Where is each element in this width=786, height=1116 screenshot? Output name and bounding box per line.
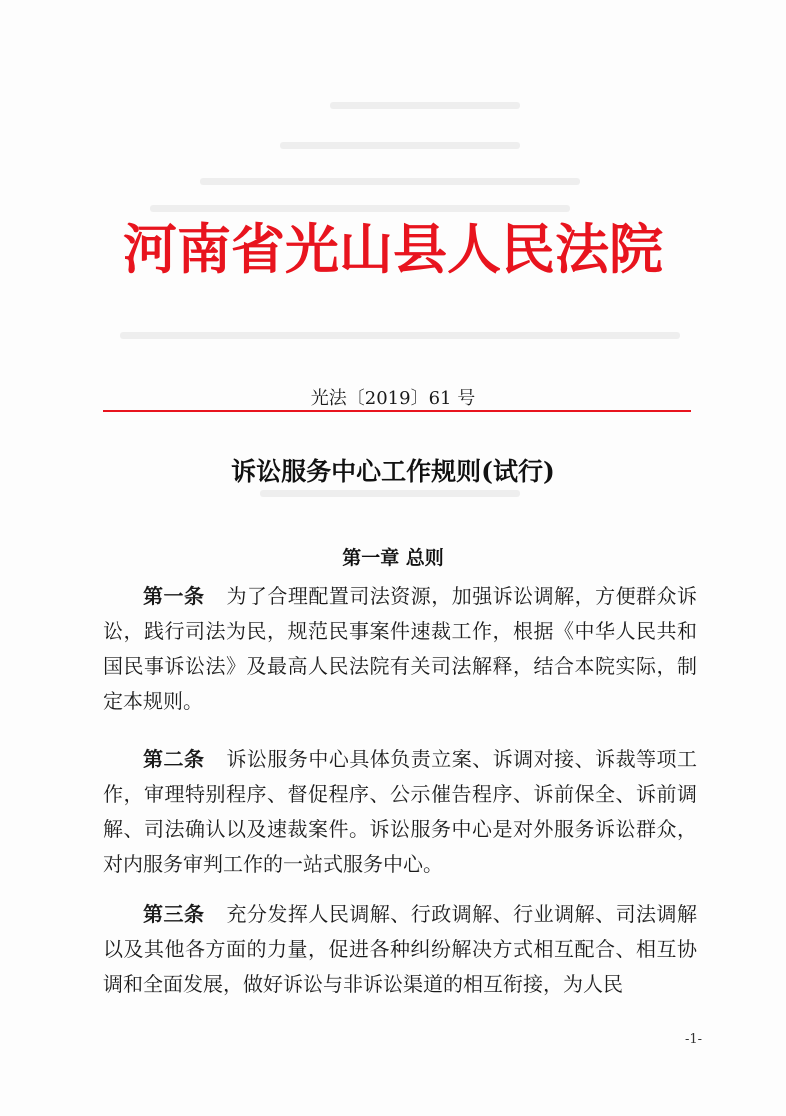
- document-title: 诉讼服务中心工作规则(试行): [231, 457, 555, 486]
- article-label: 第一条: [143, 584, 205, 608]
- court-name-header: 河南省光山县人民法院: [123, 217, 663, 281]
- article-label: 第三条: [143, 902, 205, 926]
- document-number: 光法〔2019〕61 号: [310, 388, 476, 409]
- article-text: 诉讼服务中心具体负责立案、诉调对接、诉裁等项工作，审理特别程序、督促程序、公示催告程序、诉前保全、诉前调解、司法确认以及速裁案件。诉讼服务中心是对外服务诉讼群众，对内服务审判工作的一站式服务中心。: [103, 747, 698, 876]
- article-paragraph: [103, 742, 697, 882]
- header-divider: [103, 410, 691, 412]
- article-text: 充分发挥人民调解、行政调解、行业调解、司法调解以及其他各方面的力量，促进各种纠纷解决方式相互配合、相互协调和全面发展，做好诉讼与非诉讼渠道的相互衔接，为人民: [103, 902, 698, 996]
- page-number: -1-: [684, 1032, 702, 1047]
- article-paragraph: [103, 897, 697, 1002]
- chapter-heading: 第一章 总则: [342, 547, 444, 569]
- article-text: 为了合理配置司法资源，加强诉讼调解，方便群众诉讼，践行司法为民，规范民事案件速裁工作，根据《中华人民共和国民事诉讼法》及最高人民法院有关司法解释，结合本院实际，制定本规则。: [103, 584, 698, 713]
- article-paragraph: [103, 579, 697, 719]
- article-label: 第二条: [143, 747, 205, 771]
